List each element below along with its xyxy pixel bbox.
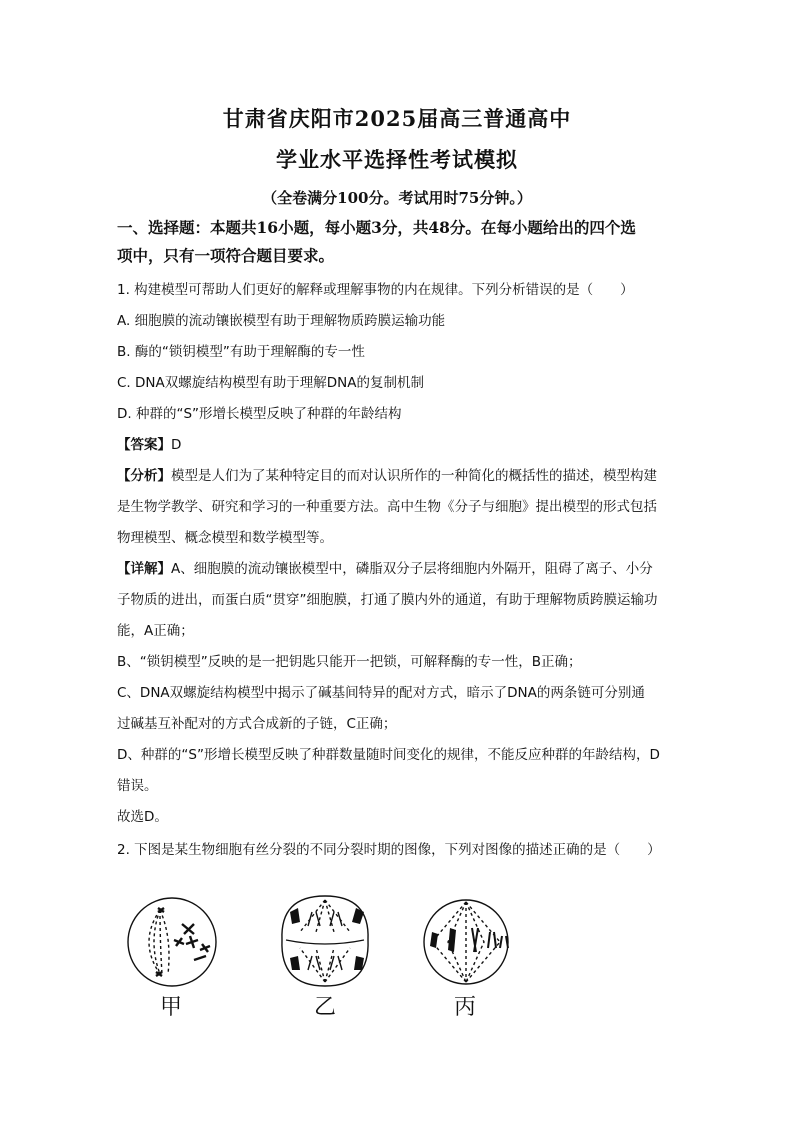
analysis-line-1 [117,467,687,485]
cell-bing [424,900,508,984]
label-yi: 乙 [314,995,337,1020]
detail-line-7: D、种群的“S”形增长模型反映了种群数量随时间变化的规律，不能反应种群的年龄结构，D [117,747,660,763]
page-subtitle: 学业水平选择性考试模拟 [276,147,518,172]
detail-text-1: A、细胞膜的流动镶嵌模型中，磷脂双分子层将细胞内外隔开，阻碍了离子、小分 [171,561,653,577]
question-1-stem: 1. 构建模型可帮助人们更好的解释或理解事物的内在规律。下列分析错误的是（ ） [117,282,634,298]
answer-line [117,436,687,454]
detail-line-6: 过碱基互补配对的方式合成新的子链，C正确； [117,716,397,732]
question-1-option-b: B. 酶的“锁钥模型”有助于理解酶的专一性 [117,344,365,360]
detail-line-3: 能，A正确； [117,623,194,639]
label-jia: 甲 [160,995,183,1020]
section-line-2: 项中，只有一项符合题目要求。 [117,246,335,265]
detail-line-1 [117,560,687,578]
answer-tag: 【答案】 [117,437,171,453]
detail-tag: 【详解】 [117,561,171,577]
conclusion-line: 故选D。 [117,809,168,825]
detail-line-2: 子物质的进出，而蛋白质“贯穿”细胞膜，打通了膜内外的通道，有助于理解物质跨膜运输功 [117,592,658,608]
question-1-option-c: C. DNA双螺旋结构模型有助于理解DNA的复制机制 [117,375,424,391]
question-1-option-a: A. 细胞膜的流动镶嵌模型有助于理解物质跨膜运输功能 [117,313,446,329]
label-bing: 丙 [454,995,477,1020]
mitosis-figure [120,882,540,1022]
section-line-1: 一、选择题：本题共16小题，每小题3分，共48分。在每小题给出的四个选 [117,218,636,237]
detail-line-4: B、“锁钥模型”反映的是一把钥匙只能开一把锁，可解释酶的专一性，B正确； [117,654,582,670]
analysis-line-3: 物理模型、概念模型和数学模型等。 [117,530,333,546]
analysis-text-1: 模型是人们为了某种特定目的而对认识所作的一种简化的概括性的描述，模型构建 [171,468,657,484]
cell-jia [128,898,216,986]
cell-yi [282,896,368,986]
page-title: 甘肃省庆阳市2025届高三普通高中 [222,106,572,131]
score-note: （全卷满分100分。考试用时75分钟。） [262,189,532,207]
question-1-option-d: D. 种群的“S”形增长模型反映了种群的年龄结构 [117,406,402,422]
detail-line-8: 错误。 [117,778,158,794]
section-heading [117,214,682,270]
detail-line-5: C、DNA双螺旋结构模型中揭示了碱基间特异的配对方式，暗示了DNA的两条链可分别通 [117,685,645,701]
answer-value: D [171,437,182,453]
analysis-line-2: 是生物学教学、研究和学习的一种重要方法。高中生物《分子与细胞》提出模型的形式包括 [117,499,657,515]
analysis-tag: 【分析】 [117,468,171,484]
question-2-stem: 2. 下图是某生物细胞有丝分裂的不同分裂时期的图像，下列对图像的描述正确的是（ ） [117,842,661,858]
